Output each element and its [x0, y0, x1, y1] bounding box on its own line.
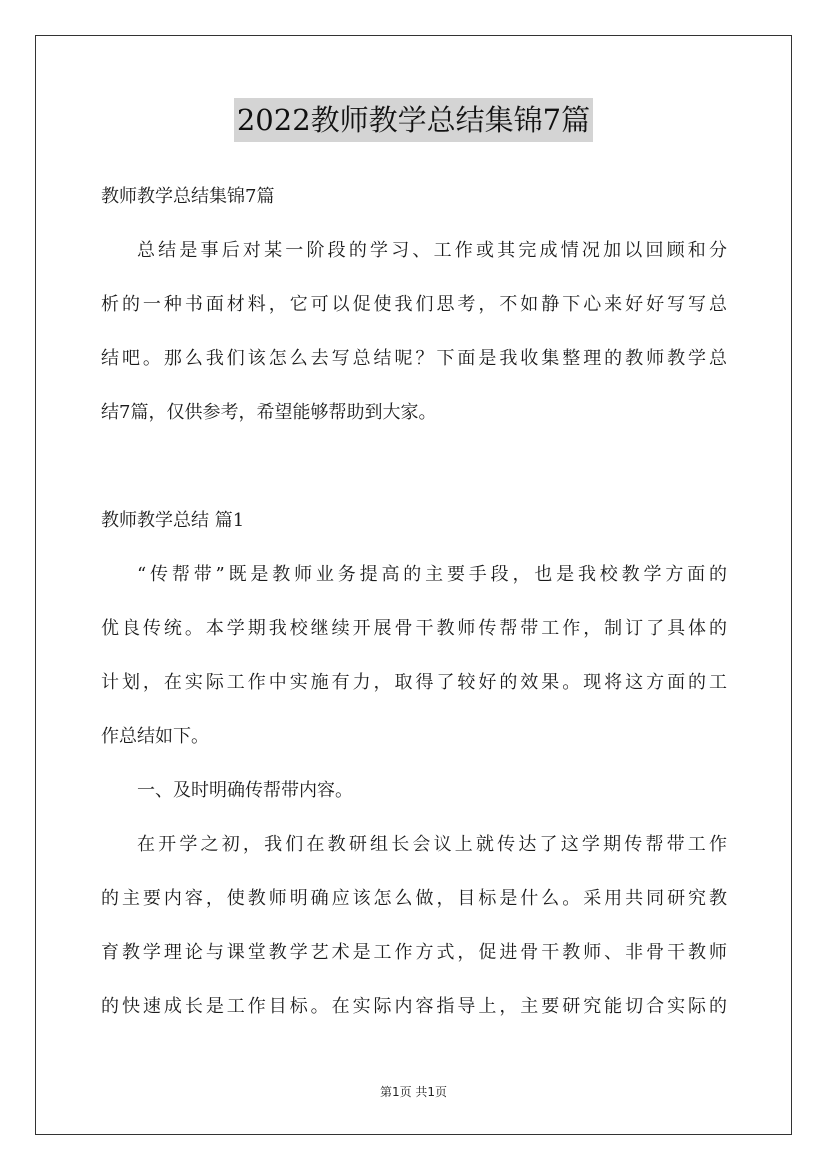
list-item-heading: 一、及时明确传帮带内容。: [137, 780, 353, 801]
paragraph-line: 的主要内容，使教师明确应该怎么做，目标是什么。采用共同研究教: [101, 888, 727, 909]
intro-line: 结7篇，仅供参考，希望能够帮助到大家。: [101, 402, 437, 423]
section-heading: 教师教学总结 篇1: [101, 510, 245, 531]
document-body: [101, 170, 727, 1034]
page-number-label: 第1页 共1页: [379, 1085, 448, 1099]
document-subtitle: 教师教学总结集锦7篇: [101, 186, 275, 207]
paragraph-line: 的快速成长是工作目标。在实际内容指导上，主要研究能切合实际的: [101, 996, 727, 1017]
title-container: [0, 98, 827, 142]
intro-line: 析的一种书面材料，它可以促使我们思考，不如静下心来好好写写总: [101, 294, 727, 315]
paragraph-gap: [101, 440, 727, 494]
paragraph-line: “传帮带”既是教师业务提高的主要手段，也是我校教学方面的: [137, 564, 727, 585]
paragraph-line: 育教学理论与课堂教学艺术是工作方式，促进骨干教师、非骨干教师: [101, 942, 727, 963]
document-title: 2022教师教学总结集锦7篇: [234, 98, 593, 142]
paragraph-line: 作总结如下。: [101, 726, 209, 747]
paragraph-line: 在开学之初，我们在教研组长会议上就传达了这学期传帮带工作: [137, 834, 727, 855]
paragraph-line: 计划，在实际工作中实施有力，取得了较好的效果。现将这方面的工: [101, 672, 727, 693]
intro-line: 结吧。那么我们该怎么去写总结呢？下面是我收集整理的教师教学总: [101, 348, 727, 369]
page-footer: [0, 1083, 827, 1100]
paragraph-line: 优良传统。本学期我校继续开展骨干教师传帮带工作，制订了具体的: [101, 618, 727, 639]
intro-line: 总结是事后对某一阶段的学习、工作或其完成情况加以回顾和分: [137, 240, 727, 261]
